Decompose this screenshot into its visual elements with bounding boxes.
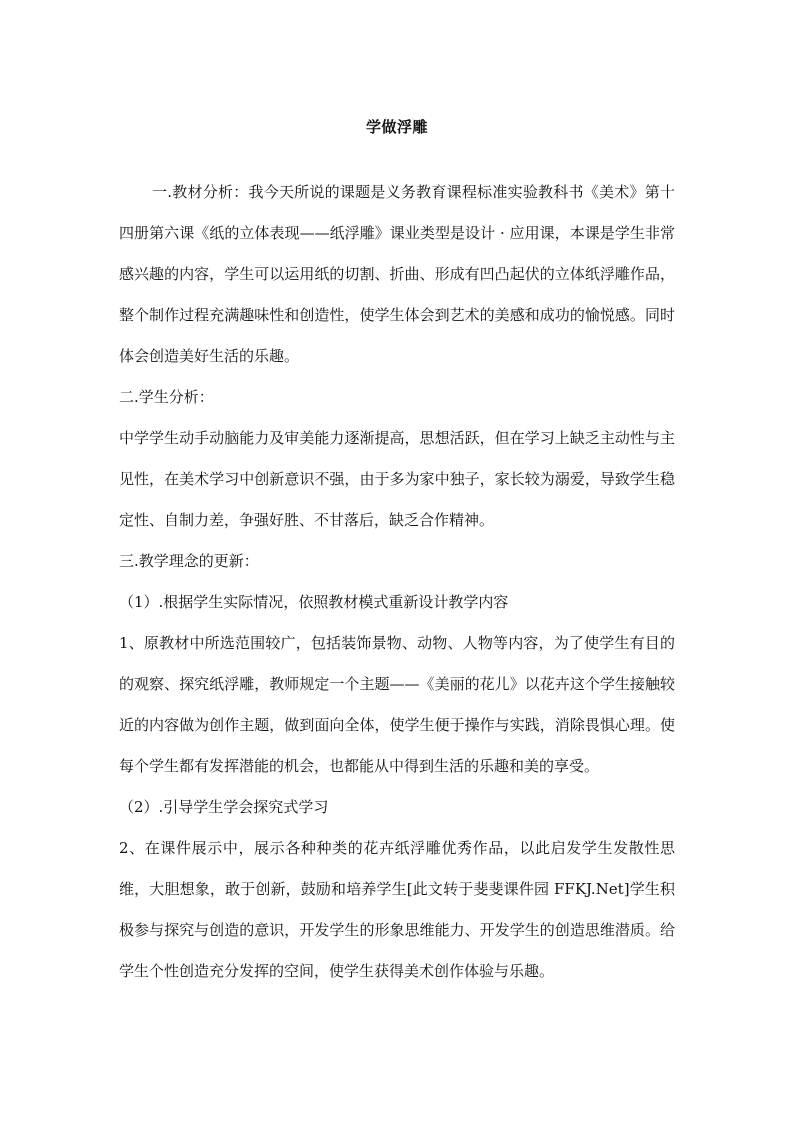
paragraph-item-1: 1、原教材中所选范围较广，包括装饰景物、动物、人物等内容，为了使学生有目的的观察、探究纸浮雕，教师规定一个主题——《美丽的花儿》以花卉这个学生接触较近的内容做为创作主题，做到面向全体，使学生便于操作与实践，消除畏惧心理。使每个学生都有发挥潜能的机会，也都能从中得到生活的乐趣和美的享受。: [119, 634, 675, 775]
paragraph-textbook-analysis: 一.教材分析：我今天所说的课题是义务教育课程标准实验教科书《美术》第十四册第六课《纸的立体表现——纸浮雕》课业类型是设计 · 应用课，本课是学生非常感兴趣的内容，学生可以运用纸的切割、折曲、形成有凹凸起伏的立体纸浮雕作品，整个制作过程充满趣味性和创造性，使学生体会到艺术的美感和成功的愉悦感。同时体会创造美好生活的乐趣。: [119, 183, 675, 365]
document-body: [119, 172, 675, 992]
page-title: 学做浮雕: [365, 118, 428, 136]
paragraph-student-analysis: 中学学生动手动脑能力及审美能力逐渐提高，思想活跃，但在学习上缺乏主动性与主见性，在美术学习中创新意识不强，由于多为家中独子，家长较为溺爱，导致学生稳定性、自制力差，争强好胜、不甘落后，缺乏合作精神。: [119, 429, 675, 529]
paragraph-item-2: 2、在课件展示中，展示各种种类的花卉纸浮雕优秀作品，以此启发学生发散性思维，大胆想象，敢于创新，鼓励和培养学生[此文转于斐斐课件园 FFKJ.Net]学生积极参与探究与创造的意识，开发学生的形象思维能力、开发学生的创造思维潜质。给学生个性创造充分发挥的空间，使学生获得美术创作体验与乐趣。: [119, 839, 675, 980]
subheading-inquiry-learning: （2）.引导学生学会探究式学习: [119, 798, 329, 816]
subheading-redesign-content: （1）.根据学生实际情况，依照教材模式重新设计教学内容: [119, 593, 509, 611]
heading-teaching-philosophy: 三.教学理念的更新：: [119, 552, 259, 570]
heading-student-analysis: 二.学生分析：: [119, 388, 214, 406]
